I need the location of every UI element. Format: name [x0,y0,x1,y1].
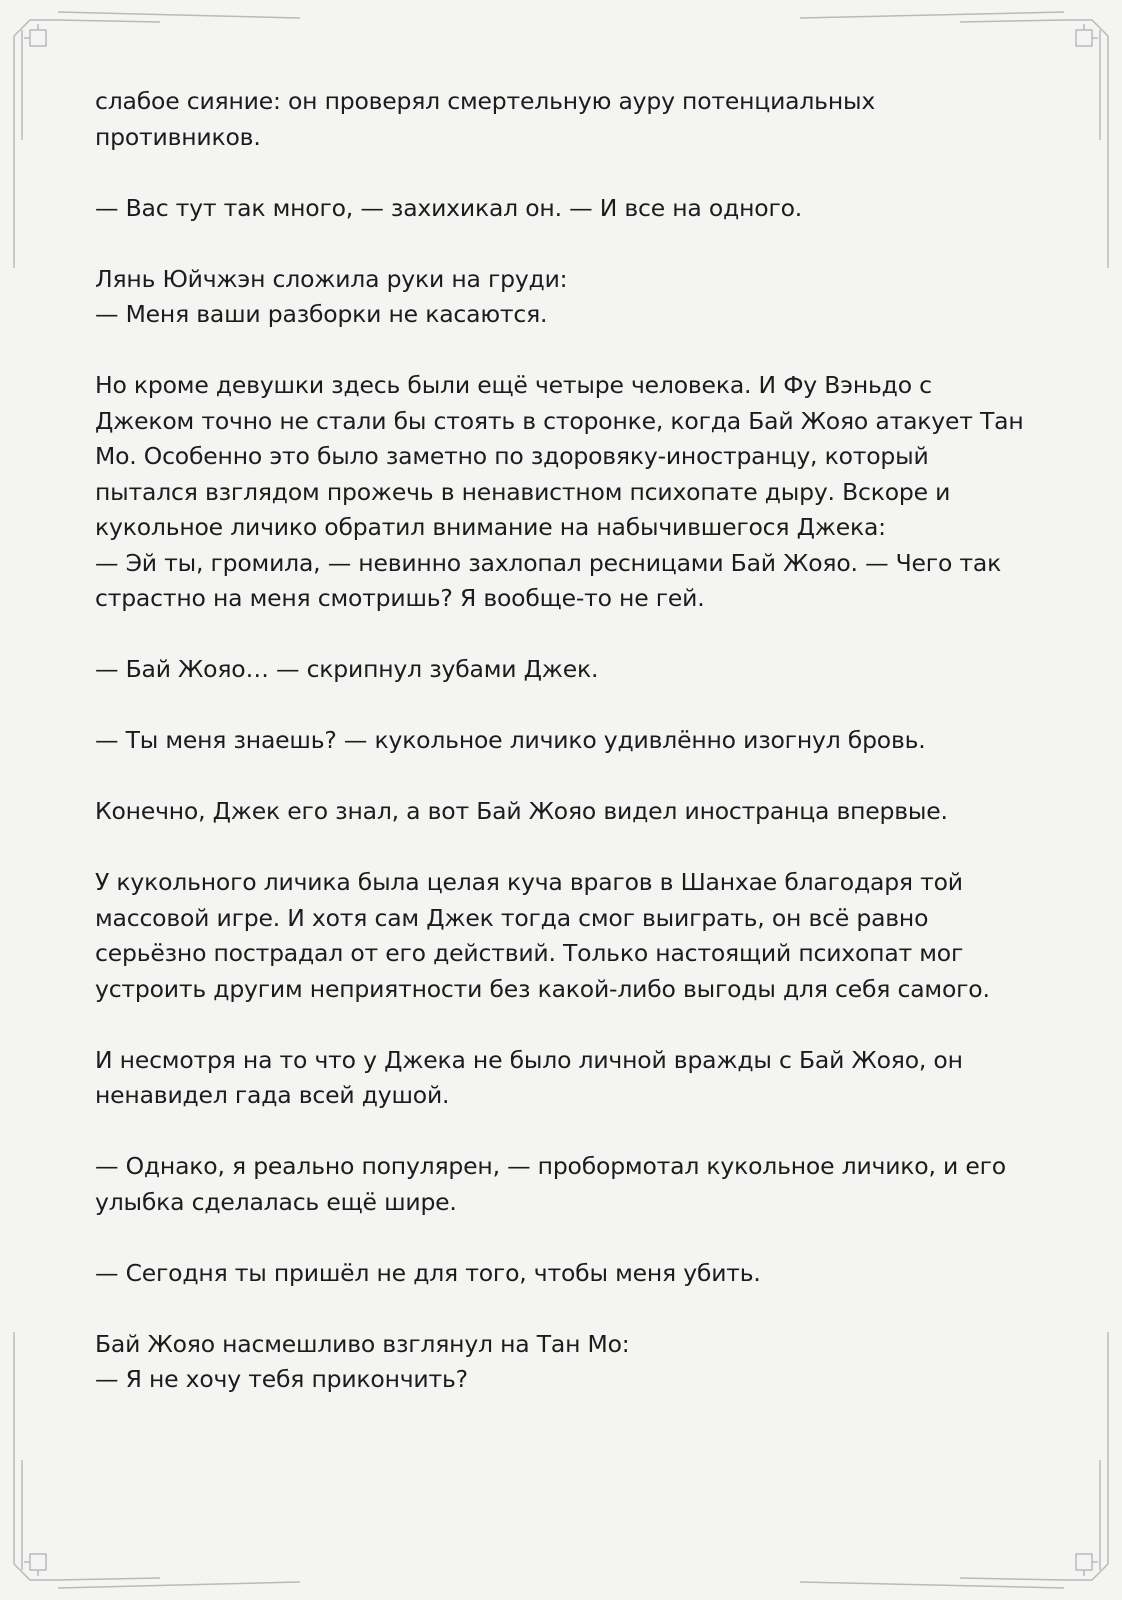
paragraph-12 [95,1327,1035,1398]
text-line: Но кроме девушки здесь были ещё четыре человека. И Фу Вэньдо с [95,371,932,399]
paragraph-9 [95,1043,1035,1114]
text-line: противников. [95,122,261,151]
text-line: — Однако, я реально популярен, — пробормотал кукольное личико, и его [95,1152,1006,1180]
paragraph-10 [95,1149,1035,1220]
paragraph-11 [95,1256,1035,1292]
text-line: И несмотря на то что у Джека не было личной вражды с Бай Жояо, он [95,1045,963,1074]
text-line: Джеком точно не стали бы стоять в сторонке, когда Бай Жояо атакует Тан [95,406,1024,435]
text-line: — Эй ты, громила, — невинно захлопал ресницами Бай Жояо. — Чего так [95,548,1002,577]
paragraph-3 [95,262,1035,333]
text-line: массовой игре. И хотя сам Джек тогда смог выиграть, он всё равно [95,903,929,932]
text-line: пытался взглядом прожечь в ненавистном психопате дыру. Вскоре и [95,477,951,506]
paragraph-1 [95,84,1035,155]
text-line: — Вас тут так много, — захихикал он. — И все на одного. [95,193,803,222]
paragraph-4 [95,368,1035,617]
text-line: улыбка сделалась ещё шире. [95,1187,457,1216]
text-line: — Сегодня ты пришёл не для того, чтобы меня убить. [95,1258,761,1287]
text-line: — Бай Жояо… — скрипнул зубами Джек. [95,655,599,683]
text-line: ненавидел гада всей душой. [95,1081,450,1109]
text-line: слабое сияние: он проверял смертельную ауру потенциальных [95,87,876,115]
text-line: кукольное личико обратил внимание на набычившегося Джека: [95,513,886,541]
paragraph-5 [95,652,1035,688]
document-body [95,84,1035,1433]
text-line: Бай Жояо насмешливо взглянул на Тан Мо: [95,1329,630,1358]
paragraph-2 [95,191,1035,227]
text-line: устроить другим неприятности без какой-либо выгоды для себя самого. [95,974,990,1003]
text-line: — Ты меня знаешь? — кукольное личико удивлённо изогнул бровь. [95,726,926,754]
paragraph-7 [95,794,1035,830]
text-line: Лянь Юйчжэн сложила руки на груди: [95,264,568,293]
paragraph-8 [95,865,1035,1007]
text-line: — Меня ваши разборки не касаются. [95,300,548,328]
text-line: страстно на меня смотришь? Я вообще-то не гей. [95,584,705,612]
text-line: Конечно, Джек его знал, а вот Бай Жояо видел иностранца впервые. [95,797,948,825]
text-line: Мо. Особенно это было заметно по здоровяку-иностранцу, который [95,442,929,470]
text-line: серьёзно пострадал от его действий. Только настоящий психопат мог [95,939,964,967]
text-line: У кукольного личика была целая куча врагов в Шанхае благодаря той [95,868,963,896]
paragraph-6 [95,723,1035,759]
text-line: — Я не хочу тебя прикончить? [95,1365,468,1393]
